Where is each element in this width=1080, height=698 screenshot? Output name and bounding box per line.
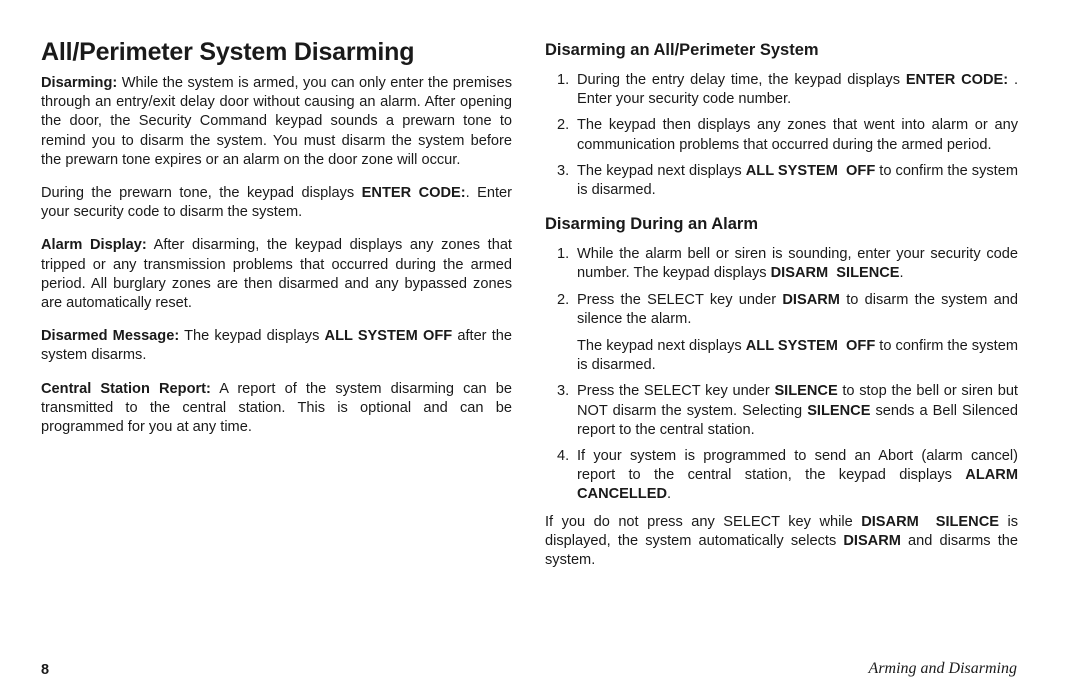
page-title: All/Perimeter System Disarming [41, 38, 415, 66]
list-item: 1. While the alarm bell or siren is sounding, enter your security code number. The keypad displays DISARM SILENCE. [557, 246, 1018, 282]
closing-paragraph: If you do not press any SELECT key while DISARM SILENCE is displayed, the system automatically selects DISARM and disarms the system. [545, 513, 1019, 569]
disarming-label: Disarming: [41, 75, 118, 91]
prewarn-paragraph: During the prewarn tone, the keypad displays ENTER CODE:. Enter your security code to disarm the system. [41, 185, 512, 221]
left-column [41, 36, 512, 451]
list-item: 1. During the entry delay time, the keypad displays ENTER CODE: . Enter your security code number. [557, 72, 1019, 108]
page-number: 8 [41, 662, 50, 678]
alarm-display-paragraph: Alarm Display: After disarming, the keypad displays any zones that tripped or any transmission problems that occurred during the armed period. All burglary zones are then disarmed and any bypassed zones are automatically reset. [41, 237, 512, 312]
section-heading-all-perimeter: Disarming an All/Perimeter System [545, 41, 819, 59]
alarm-display-label: Alarm Display: [41, 237, 147, 254]
disarming-paragraph: Disarming: While the system is armed, you can only enter the premises through an entry/exit delay door without causing an alarm. After opening the door, the Security Command keypad sounds a prewarn tone to remind you to disarm the system. You must disarm the system before the prewarn tone expires or an alarm on the door zone will occur. [41, 75, 512, 168]
list-item: 3. The keypad next displays ALL SYSTEM OFF to confirm the system is disarmed. [557, 162, 1018, 199]
disarmed-message-paragraph: Disarmed Message: The keypad displays ALL SYSTEM OFF after the system disarms. [41, 328, 512, 364]
section-heading-during-alarm: Disarming During an Alarm [545, 215, 759, 234]
list-item: 2. The keypad then displays any zones that went into alarm or any communication problems that occurred during the armed period. [557, 117, 1018, 153]
list-item: 2. Press the SELECT key under DISARM to disarm the system and silence the alarm. The keypad next displays ALL SYSTEM OFF to confirm the system is disarmed. [545, 291, 1018, 376]
central-station-label: Central Station Report: [41, 380, 211, 397]
list-item: 4. If your system is programmed to send an Abort (alarm cancel) report to the central station, the keypad displays ALARM CANCELLED. [557, 448, 1018, 503]
disarmed-message-label: Disarmed Message: [41, 328, 180, 345]
list-item-note: The keypad next displays ALL SYSTEM OFF to confirm the system is disarmed. [577, 338, 1018, 374]
list-item: 3. Press the SELECT key under SILENCE to stop the bell or siren but NOT disarm the system. Selecting SILENCE sends a Bell Silenced report to the central station. [557, 383, 1019, 438]
during-alarm-steps [545, 245, 1018, 504]
central-station-paragraph: Central Station Report: A report of the system disarming can be transmitted to the central station. This is optional and can be programmed for you at any time. [41, 380, 512, 436]
right-column [545, 40, 1018, 584]
running-footer-title: Arming and Disarming [868, 660, 1017, 677]
all-perimeter-steps [545, 71, 1018, 200]
